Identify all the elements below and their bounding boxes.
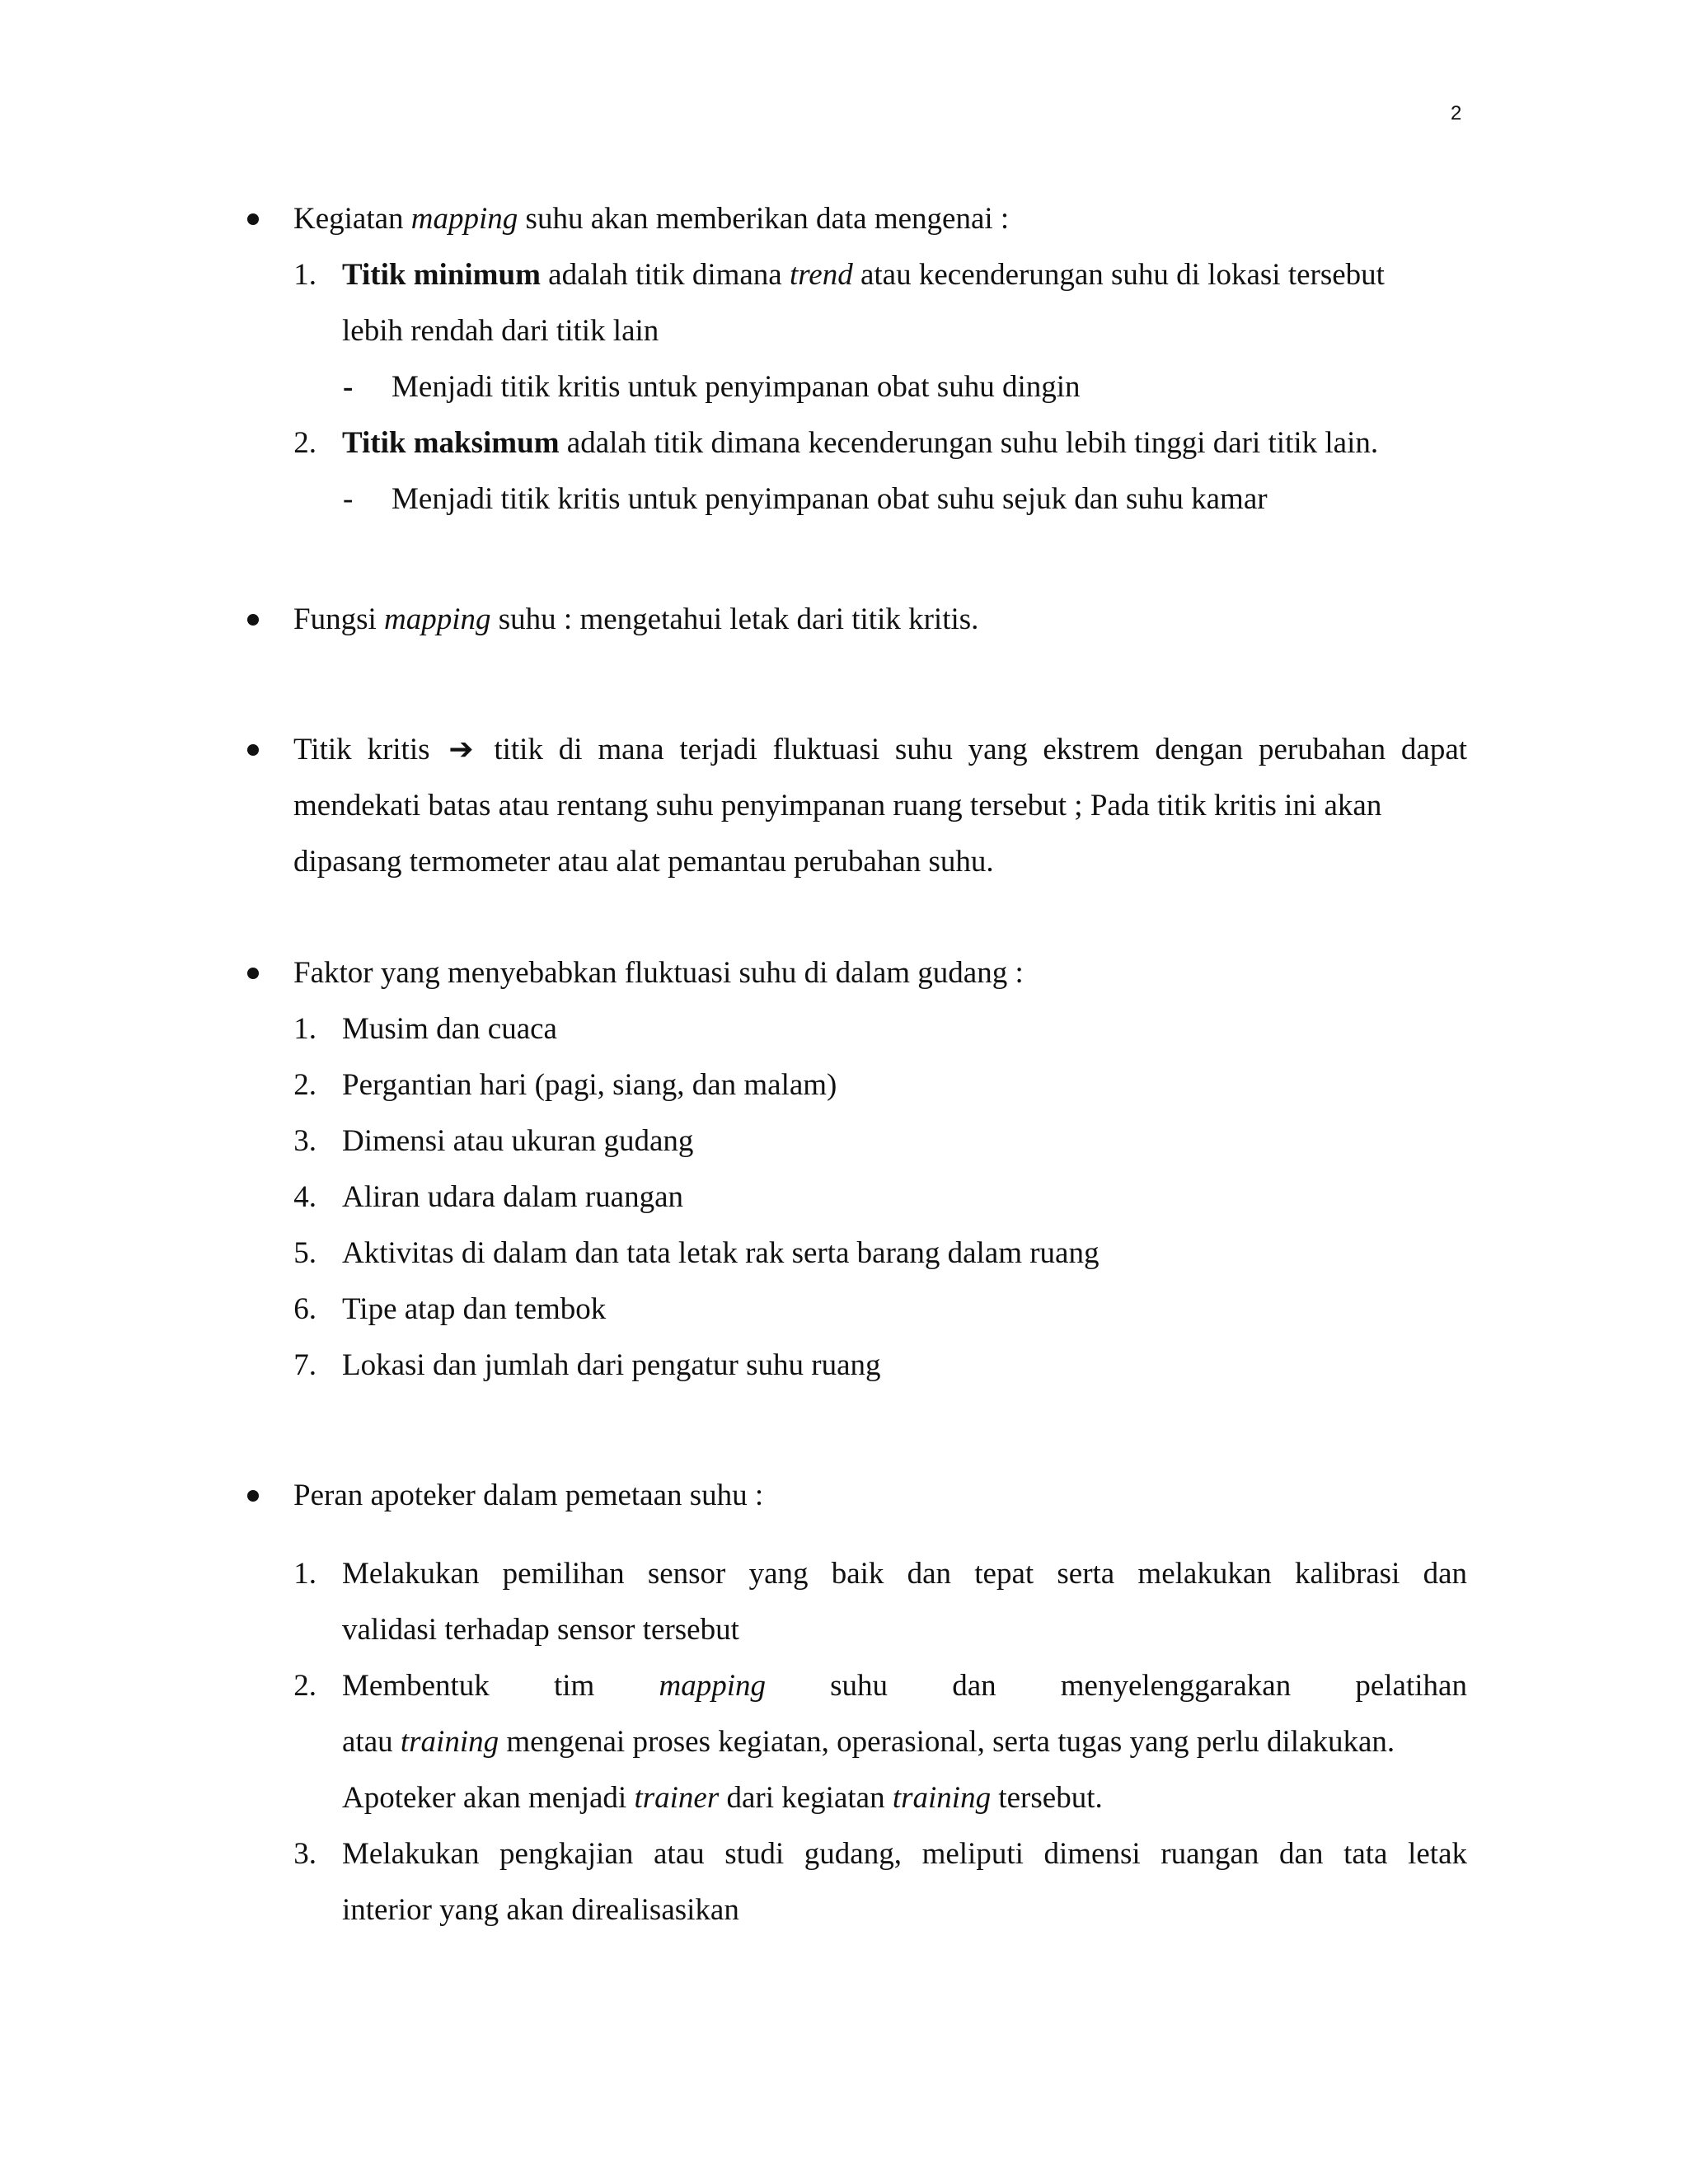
list-item-text: Melakukan pemilihan sensor yang baik dan tepat serta melakukan kalibrasi dan — [342, 1557, 1467, 1591]
list-number: 3. — [293, 1837, 316, 1871]
list-item-text: Pergantian hari (pagi, siang, dan malam) — [342, 1068, 837, 1102]
list-number: 1. — [293, 258, 316, 292]
bullet-icon — [247, 744, 259, 756]
sub-item-text: Menjadi titik kritis untuk penyimpanan obat suhu dingin — [392, 370, 1081, 404]
list-number: 3. — [293, 1124, 316, 1158]
list-number: 6. — [293, 1292, 316, 1326]
list-item-text: Dimensi atau ukuran gudang — [342, 1124, 694, 1158]
bullet-icon — [247, 213, 259, 225]
list-item-text: Aliran udara dalam ruangan — [342, 1180, 684, 1214]
list-item-text: Tipe atap dan tembok — [342, 1292, 607, 1326]
list-number: 2. — [293, 426, 316, 460]
list-item-text: Apoteker akan menjadi trainer dari kegiatan training tersebut. — [342, 1781, 1103, 1815]
sub-item-text: Menjadi titik kritis untuk penyimpanan obat suhu sejuk dan suhu kamar — [392, 482, 1268, 516]
list-item-text: Melakukan pengkajian atau studi gudang, meliputi dimensi ruangan dan tata letak — [342, 1837, 1467, 1871]
list-item-text: Titik maksimum adalah titik dimana kecenderungan suhu lebih tinggi dari titik lain. — [342, 426, 1379, 460]
list-number: 5. — [293, 1236, 316, 1270]
list-item-text: validasi terhadap sensor tersebut — [342, 1613, 739, 1647]
bullet-icon — [247, 968, 259, 979]
list-item-text: Lokasi dan jumlah dari pengatur suhu ruang — [342, 1348, 881, 1382]
list-number: 1. — [293, 1012, 316, 1046]
dash-marker: - — [343, 370, 354, 404]
list-number: 4. — [293, 1180, 316, 1214]
section3-line3: dipasang termometer atau alat pemantau perubahan suhu. — [293, 845, 994, 879]
list-number: 2. — [293, 1669, 316, 1703]
list-number: 2. — [293, 1068, 316, 1102]
list-item-text: Aktivitas di dalam dan tata letak rak serta barang dalam ruang — [342, 1236, 1100, 1270]
list-item-text: interior yang akan direalisasikan — [342, 1893, 739, 1927]
list-item-text: Membentuk tim mapping suhu dan menyelenggarakan pelatihan — [342, 1669, 1467, 1703]
section3-line2: mendekati batas atau rentang suhu penyimpanan ruang tersebut ; Pada titik kritis ini akan — [293, 789, 1382, 823]
list-item-text: atau training mengenai proses kegiatan, operasional, serta tugas yang perlu dilakukan. — [342, 1725, 1395, 1759]
arrow-right-icon: ➔ — [448, 733, 474, 766]
page-number: 2 — [1451, 102, 1462, 124]
list-item-text: lebih rendah dari titik lain — [342, 314, 659, 348]
bullet-icon — [247, 614, 259, 626]
section5-heading: Peran apoteker dalam pemetaan suhu : — [293, 1479, 764, 1512]
section4-heading: Faktor yang menyebabkan fluktuasi suhu di dalam gudang : — [293, 956, 1024, 990]
section1-heading: Kegiatan mapping suhu akan memberikan data mengenai : — [293, 202, 1010, 236]
bullet-icon — [247, 1490, 259, 1502]
section2-text: Fungsi mapping suhu : mengetahui letak dari titik kritis. — [293, 602, 979, 636]
list-item-text: Musim dan cuaca — [342, 1012, 557, 1046]
section3-line1: Titik kritis ➔ titik di mana terjadi fluktuasi suhu yang ekstrem dengan perubahan dapat — [293, 733, 1468, 766]
dash-marker: - — [343, 482, 354, 516]
list-number: 1. — [293, 1557, 316, 1591]
list-item-text: Titik minimum adalah titik dimana trend atau kecenderungan suhu di lokasi tersebut — [342, 258, 1385, 292]
list-number: 7. — [293, 1348, 316, 1382]
